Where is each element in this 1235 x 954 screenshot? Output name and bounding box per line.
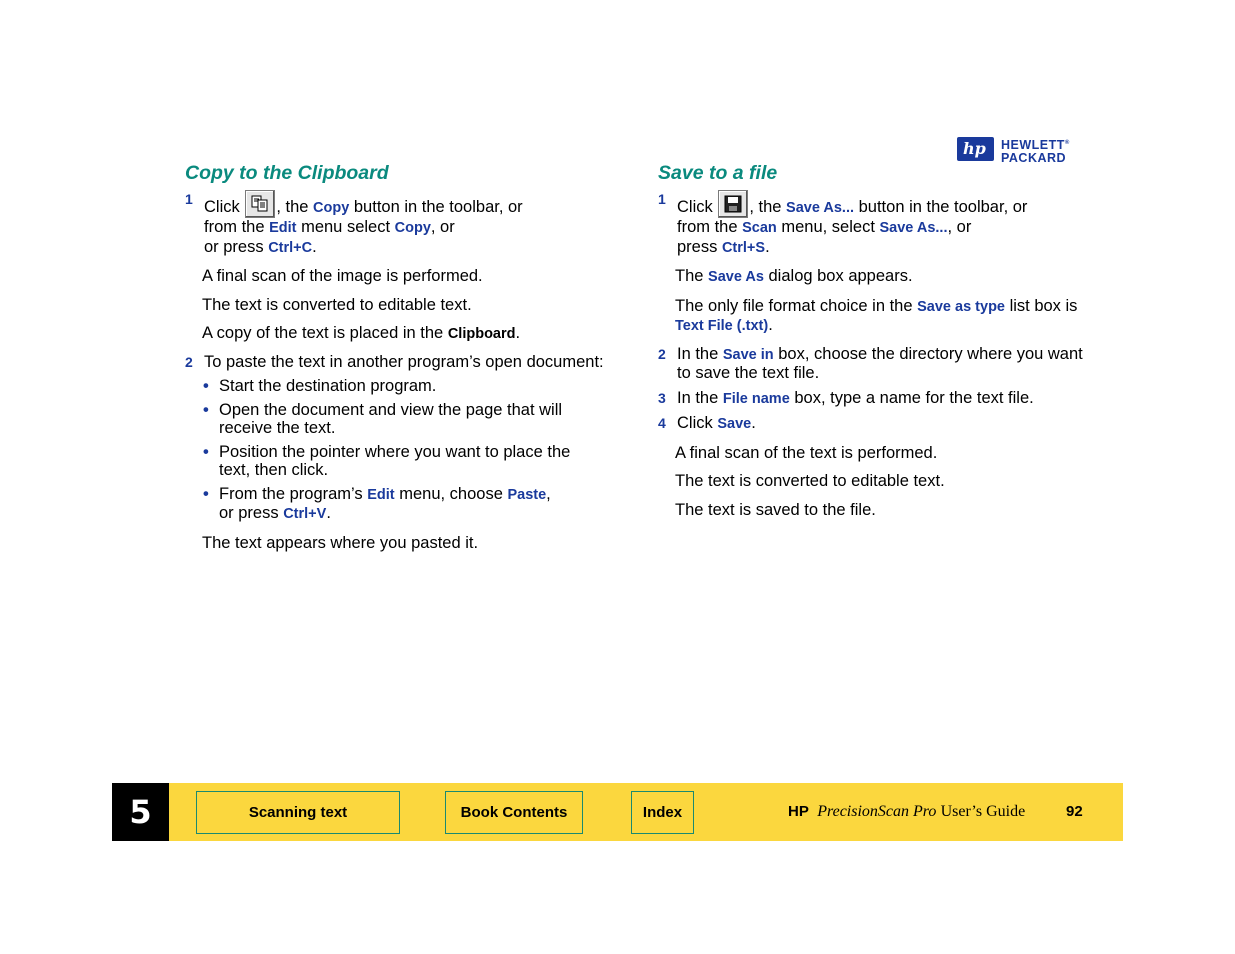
hp-logo-text: HEWLETT® PACKARD <box>1001 138 1070 165</box>
floppy-disk-icon <box>718 190 748 218</box>
bullet-item: • Open the document and view the page that will receive the text. <box>203 400 563 437</box>
result-text: The text is converted to editable text. <box>675 472 945 490</box>
save-to-file-section <box>658 160 1088 528</box>
result-text: The Save As dialog box appears. <box>675 267 913 285</box>
step-4: 4 Click Save. <box>658 414 756 432</box>
result-text: A copy of the text is placed in the Clipboard. <box>202 324 521 342</box>
section-heading: Save to a file <box>658 162 778 184</box>
result-text: A final scan of the image is performed. <box>202 267 483 285</box>
result-text: A final scan of the text is performed. <box>675 443 938 462</box>
step-2: 2 In the Save in box, choose the directory where you want to save the text file. <box>658 344 1083 382</box>
book-contents-button[interactable]: Book Contents <box>445 791 583 834</box>
footer-nav-bar <box>169 783 1123 841</box>
result-text: The text is saved to the file. <box>675 500 876 519</box>
step-1: 1 Click , the Save As... button in the toolbar, or from the Scan menu, select Save As..., or press Ctrl+S. <box>658 191 1028 256</box>
hp-logo-mark: hp <box>957 137 994 161</box>
step-2: 2 To paste the text in another program’s open document: <box>185 352 604 371</box>
result-text: The text is converted to editable text. <box>202 295 472 314</box>
result-text: The only file format choice in the Save as type list box is Text File (.txt). <box>675 296 1078 334</box>
step-3: 3 In the File name box, type a name for the text file. <box>658 388 1034 407</box>
bullet-item: • Position the pointer where you want to place the text, then click. <box>203 442 571 479</box>
step-1: 1 Click , the Copy button in the toolbar, or from the Edit menu select Copy, or or press Ctrl+C. <box>185 191 523 256</box>
result-text: The text appears where you pasted it. <box>202 533 479 552</box>
bullet-item: • From the program’s Edit menu, choose Paste, or press Ctrl+V. <box>203 484 551 522</box>
copy-to-clipboard-section <box>185 160 605 561</box>
chapter-number: 5 <box>112 783 169 841</box>
guide-title: HP PrecisionScan Pro User’s Guide <box>788 803 1026 820</box>
bullet-item: • Start the destination program. <box>203 377 437 395</box>
copy-icon <box>245 190 275 218</box>
page-number: 92 <box>1066 803 1083 820</box>
section-heading: Copy to the Clipboard <box>185 162 389 184</box>
index-button[interactable]: Index <box>631 791 694 834</box>
scanning-text-button[interactable]: Scanning text <box>196 791 400 834</box>
